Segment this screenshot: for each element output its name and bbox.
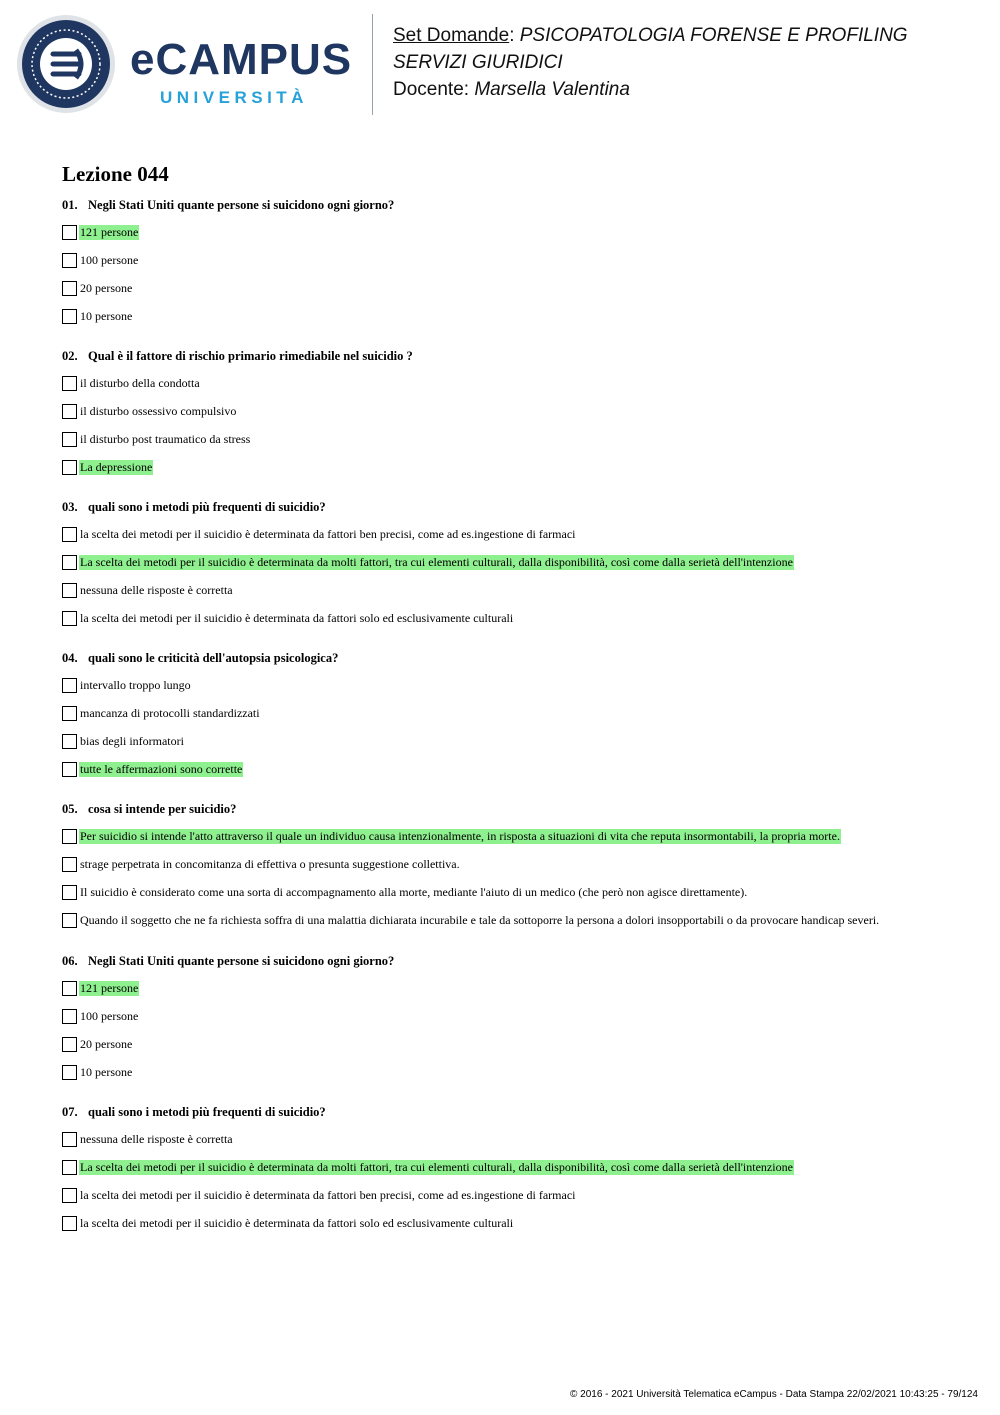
question-4 — [62, 651, 338, 666]
answer-text: 100 persone — [80, 252, 139, 267]
answer-option[interactable] — [62, 884, 748, 900]
answer-option[interactable] — [62, 1215, 514, 1231]
answer-option[interactable] — [62, 582, 234, 598]
answer-option[interactable] — [62, 856, 461, 872]
question-number: 04. — [62, 651, 78, 665]
answer-option[interactable] — [62, 1036, 133, 1052]
correct-answer-text: 121 persone — [80, 980, 139, 995]
question-5 — [62, 802, 236, 817]
answer-option[interactable] — [62, 431, 251, 447]
question-6 — [62, 954, 394, 969]
answer-text: il disturbo ossessivo compulsivo — [80, 403, 237, 418]
answer-text: la scelta dei metodi per il suicidio è determinata da fattori ben precisi, come ad es.ingestione di farmaci — [80, 526, 576, 541]
answer-text: la scelta dei metodi per il suicidio è determinata da fattori solo ed esclusivamente culturali — [80, 1215, 514, 1230]
question-text: cosa si intende per suicidio? — [88, 802, 237, 816]
answer-checkbox[interactable] — [62, 309, 77, 324]
correct-answer-text: La scelta dei metodi per il suicidio è determinata da molti fattori, tra cui elementi culturali, dalla disponibilità, così come dalla serietà dell'intenzione — [80, 1159, 793, 1174]
answer-text: 20 persone — [80, 1036, 133, 1051]
question-text: quali sono i metodi più frequenti di suicidio? — [88, 500, 326, 514]
answer-checkbox[interactable] — [62, 611, 77, 626]
question-1 — [62, 198, 394, 213]
answer-checkbox[interactable] — [62, 1065, 77, 1080]
question-text: Negli Stati Uniti quante persone si suicidono ogni giorno? — [88, 198, 395, 212]
set-label: Set Domande — [393, 25, 510, 46]
answer-option[interactable] — [62, 554, 794, 570]
answer-option[interactable] — [62, 280, 133, 296]
question-number: 06. — [62, 954, 78, 968]
answer-option[interactable] — [62, 828, 841, 844]
page-footer: © 2016 - 2021 Università Telematica eCampus - Data Stampa 22/02/2021 10:43:25 - 79/124 — [570, 1389, 978, 1400]
answer-checkbox[interactable] — [62, 678, 77, 693]
answer-text: nessuna delle risposte è corretta — [80, 1131, 233, 1146]
question-text: quali sono i metodi più frequenti di suicidio? — [88, 1105, 326, 1119]
answer-option[interactable] — [62, 252, 139, 268]
answer-option[interactable] — [62, 733, 185, 749]
teacher-label: Docente: — [393, 79, 470, 100]
answer-text: Quando il soggetto che ne fa richiesta soffra di una malattia dichiarata incurabile e tale da sottoporre la persona a dolori insopportabili o da provocare handicap severi. — [80, 912, 880, 927]
answer-option[interactable] — [62, 980, 139, 996]
question-number: 07. — [62, 1105, 78, 1119]
set-value: PSICOPATOLOGIA FORENSE E PROFILING — [519, 25, 908, 46]
answer-checkbox[interactable] — [62, 404, 77, 419]
answer-checkbox[interactable] — [62, 1132, 77, 1147]
answer-checkbox[interactable] — [62, 706, 77, 721]
answer-text: strage perpetrata in concomitanza di effettiva o presunta suggestione collettiva. — [80, 856, 460, 871]
answer-checkbox[interactable] — [62, 1037, 77, 1052]
header-divider — [372, 14, 373, 115]
answer-checkbox[interactable] — [62, 734, 77, 749]
answer-checkbox[interactable] — [62, 583, 77, 598]
answer-option[interactable] — [62, 375, 201, 391]
answer-text: la scelta dei metodi per il suicidio è determinata da fattori solo ed esclusivamente culturali — [80, 610, 514, 625]
answer-checkbox[interactable] — [62, 376, 77, 391]
answer-text: intervallo troppo lungo — [80, 677, 191, 692]
answer-option[interactable] — [62, 403, 237, 419]
answer-checkbox[interactable] — [62, 829, 77, 844]
logo-wordmark: eCAMPUS — [130, 35, 353, 84]
answer-option[interactable] — [62, 1159, 794, 1175]
answer-option[interactable] — [62, 1187, 576, 1203]
answer-checkbox[interactable] — [62, 857, 77, 872]
answer-option[interactable] — [62, 677, 192, 693]
answer-option[interactable] — [62, 1064, 133, 1080]
answer-checkbox[interactable] — [62, 762, 77, 777]
correct-answer-text: Per suicidio si intende l'atto attraverso il quale un individuo causa intenzionalmente, in risposta a situazioni di vita che reputa insormontabili, la propria morte. — [80, 828, 840, 843]
header-info: Set Domande: PSICOPATOLOGIA FORENSE E PROFILING SERVIZI GIURIDICI Docente: Marsella Valentina — [393, 25, 908, 100]
answer-checkbox[interactable] — [62, 281, 77, 296]
question-2 — [62, 349, 413, 364]
answer-checkbox[interactable] — [62, 527, 77, 542]
answer-checkbox[interactable] — [62, 885, 77, 900]
ecampus-seal-logo — [16, 14, 116, 114]
answer-checkbox[interactable] — [62, 460, 77, 475]
answer-option[interactable] — [62, 526, 576, 542]
answer-option[interactable] — [62, 705, 261, 721]
correct-answer-text: La depressione — [80, 459, 153, 474]
teacher-name: Marsella Valentina — [474, 79, 630, 100]
lesson-title: Lezione 044 — [62, 162, 169, 186]
answer-option[interactable] — [62, 1008, 139, 1024]
answer-option[interactable] — [62, 1131, 234, 1147]
answer-checkbox[interactable] — [62, 913, 77, 928]
answer-option[interactable] — [62, 610, 514, 626]
question-number: 02. — [62, 349, 78, 363]
answer-option[interactable] — [62, 912, 880, 928]
answer-text: Il suicidio è considerato come una sorta di accompagnamento alla morte, mediante l'aiuto di un medico (che però non agisce direttamente). — [80, 884, 748, 899]
answer-option[interactable] — [62, 308, 133, 324]
answer-option[interactable] — [62, 459, 153, 475]
answer-text: bias degli informatori — [80, 733, 184, 748]
answer-option[interactable] — [62, 761, 243, 777]
answer-text: la scelta dei metodi per il suicidio è determinata da fattori ben precisi, come ad es.ingestione di farmaci — [80, 1187, 576, 1202]
answer-text: 20 persone — [80, 280, 133, 295]
answer-text: 10 persone — [80, 308, 133, 323]
question-text: quali sono le criticità dell'autopsia psicologica? — [88, 651, 339, 665]
document-header — [0, 0, 1000, 130]
answer-text: il disturbo della condotta — [80, 375, 200, 390]
correct-answer-text: 121 persone — [80, 224, 139, 239]
answer-checkbox[interactable] — [62, 432, 77, 447]
answer-checkbox[interactable] — [62, 1009, 77, 1024]
correct-answer-text: La scelta dei metodi per il suicidio è determinata da molti fattori, tra cui elementi culturali, dalla disponibilità, così come dalla serietà dell'intenzione — [80, 554, 793, 569]
answer-checkbox[interactable] — [62, 225, 77, 240]
answer-text: 10 persone — [80, 1064, 133, 1079]
answer-checkbox[interactable] — [62, 981, 77, 996]
question-number: 05. — [62, 802, 78, 816]
answer-text: nessuna delle risposte è corretta — [80, 582, 233, 597]
question-text: Qual è il fattore di rischio primario rimediabile nel suicidio ? — [88, 349, 413, 363]
answer-text: 100 persone — [80, 1008, 139, 1023]
question-3 — [62, 500, 326, 515]
question-number: 01. — [62, 198, 78, 212]
question-7 — [62, 1105, 326, 1120]
question-number: 03. — [62, 500, 78, 514]
question-text: Negli Stati Uniti quante persone si suicidono ogni giorno? — [88, 954, 395, 968]
answer-text: mancanza di protocolli standardizzati — [80, 705, 260, 720]
answer-checkbox[interactable] — [62, 253, 77, 268]
answer-text: il disturbo post traumatico da stress — [80, 431, 251, 446]
set-value-line2: SERVIZI GIURIDICI — [393, 52, 563, 73]
answer-checkbox[interactable] — [62, 1216, 77, 1231]
answer-checkbox[interactable] — [62, 555, 77, 570]
logo-subtitle: UNIVERSITÀ — [160, 88, 308, 107]
answer-option[interactable] — [62, 224, 139, 240]
answer-checkbox[interactable] — [62, 1188, 77, 1203]
answer-checkbox[interactable] — [62, 1160, 77, 1175]
correct-answer-text: tutte le affermazioni sono corrette — [80, 761, 243, 776]
